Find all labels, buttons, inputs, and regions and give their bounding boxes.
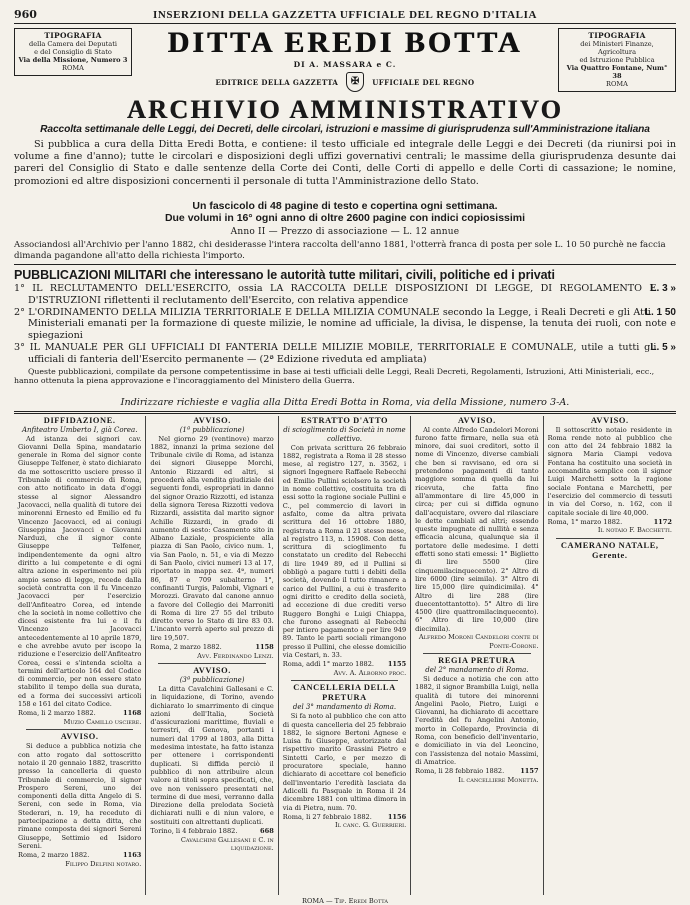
notice-title: AVVISO. [590, 415, 629, 425]
notice-column [279, 416, 411, 895]
military-publications-note: Queste pubblicazioni, compilate da persone competentissime in base ai testi ufficiali delle Leggi, Reali Decreti, Regolamenti, Istruzioni, Atti Ministeriali, ecc., hanno ottenuta la piena approvazione e l'incoraggiamento del Ministero della Guerra. [14, 366, 655, 386]
notice-title: DIFFIDAZIONE. [43, 415, 116, 425]
notice-date: Roma, 1° marzo 1882. [547, 517, 623, 526]
notice-signature: Il cancelliere Monetta. [458, 775, 539, 784]
notice-number: 1158 [255, 643, 274, 651]
notice-text: Il sottoscritto notaio residente in Roma rende noto al pubblico che con atto del 24 febbraio 1882 la signora Maria Ciampi vedova Fontana ha costituito una società in accomandita semplice con il signor Luigi Marchetti sotto la ragione sociale Fontana e Marchetti, per l'esercizio del commercio di tessuti in via del Corso, n. 162, con il capitale sociale di lire 40,000. [547, 425, 672, 517]
right-box-line1: dei Ministeri Finanze, Agricoltura [580, 40, 654, 56]
notice-footer [415, 767, 538, 776]
notice-subtitle: del 3° mandamento di Roma. [292, 703, 397, 712]
notice-number: 668 [260, 827, 274, 836]
notice-column [411, 416, 543, 895]
publication-text: 2° L'ORDINAMENTO DELLA MILIZIA TERRITORIALE E DELLA MILIZIA COMUNALE secondo la Legge, i Reali Decreti e gli Atti Ministeriali emanati per la formazione di queste milizie, le nomine ad ufficiale, la divisa, le dispense, la tenuta dei ruoli, con note e spiegazioni [14, 306, 676, 342]
archivio-intro: Si pubblica a cura della Ditta Eredi Botta, e contiene: il testo ufficiale ed integrale delle Leggi e dei Decreti (da riunirsi poi in volume a fine d'anno); tutte le circolari e disposizioni degli uffizi governativi centrali; le massime della giurisprudenza desunte dai pareri del Consiglio di Stato e dalle sentenze della Corte dei Conti, delle Corti di appello e delle Corti di cassazione; le nomine, promozioni ed altre disposizioni concernenti il personale di tutta l'Amministrazione dello Stato. [14, 139, 676, 187]
notice-footer [150, 643, 273, 652]
firm-name: DITTA EREDI BOTTA [167, 26, 523, 59]
notice-number: 1163 [123, 851, 142, 860]
notice-divider [158, 663, 265, 664]
notice-title: CAMERANO NATALE, Gerente. [560, 540, 659, 560]
notice-signature: Muzio Camillo usciere. [63, 717, 142, 726]
notice-divider [291, 680, 398, 681]
military-publications-list [14, 283, 676, 366]
left-box-line1: della Camera dei Deputati [28, 40, 117, 48]
notice-footer [283, 660, 406, 669]
editrice-left: EDITRICE DELLA GAZZETTA [215, 77, 339, 87]
gazette-page [14, 8, 676, 905]
notice-signature: Cavalchini Gallesani e C. in liquidazione. [180, 835, 274, 853]
notice-date: Roma, li 2 marzo 1882. [18, 709, 96, 718]
printer-footer: ROMA — Tip. Eredi Botta [302, 896, 388, 905]
notice [283, 416, 406, 678]
left-box-line2: e del Consiglio di Stato [34, 48, 112, 56]
notice-subtitle: di scioglimento di Società in nome collettivo. [283, 425, 406, 443]
notice-signature: Avv. Ferdinando Lenzi. [197, 651, 274, 660]
archivio-volumi: Due volumi in 16° ogni anno di oltre 2600 pagine con indici copiosissimi [164, 212, 526, 224]
notice-text: Con privata scrittura 26 febbraio 1882, registrata a Roma il 28 stesso mese, al registro 127, n. 3562, i signori Ingegnere Raffaele Rebecchi ed Emilio Pullini sciolsero la società in nome collettivo, costituita tra di essi sotto la ragione sociale Pullini e C., pel commercio di lavori in asfalto, come da altra privata scrittura del 16 ottobre 1880, registrata a Roma il 21 stesso mese, al registro 113, n. 15908. Con detta scrittura di scioglimento fu constatato un credito del Rebecchi di lire 1949 89, ed il Pullini si obbligò a pagare tutti i debiti della società, dovendo il tutto rimanere a carico del Pullini, a cui è trasferito ogni diritto e credito della società, ad eccezione di due crediti verso Ruggero Bonghi e Luigi Chiappa, che furono assegnati al Rebecchi per intiero pagamento e per lire 949 89. Tanto le parti sociali rimangono presso il Pullini, che elesse domicilio via Cestari, n. 33. [282, 443, 407, 659]
publication-price: L. 3 » [650, 283, 676, 294]
archivio-subtitle: Raccolta settimanale delle Leggi, dei Decreti, delle circolari, istruzioni e massime di giurisprudenza sull'Amministrazione italiana [40, 124, 650, 135]
notice-footer [548, 518, 672, 527]
notice-title: ESTRATTO D'ATTO [300, 415, 389, 425]
notice-text: Ad istanza dei signori cav. Giovanni Della Spina, mandatario generale in Roma del signor conte Giuseppe Telfener, è stato dichiarato da me sottoscritto usciere presso il Tribunale di commercio di Roma, con atto notificato in data d'oggi stesse al signor Alessandro Jacovacci, nella qualità di tutore dei minorenni Ernesto ed Emilio ed fu Vincenzo Jacovacci, ed ai coniugi Giuseppina Jacovacci e Giovanni Narduzi, che il signor conte Giuseppe Telfener, indipendentemente da ogni altro diritto a lui competente e di ogni altra azione in esperimento nei più ampio senso di legge, recede dalla società contratta con il fu Vincenzo Jacovacci per l'esercizio dell'Anfiteatro Corea, ed intende che la società in nome collettivo che dicesi esistente fra lui e il fu Vincenzo Jacovacci antecedentemente al 10 aprile 1879, e che avrebbe avuto per iscopo la riduzione e l'esercizio dell'Anfiteatro Corea, cessi e s'intenda sciolta a termini dell'articolo 164 del Codice di commercio, per non essere stato stabilito il tempo della sua durata, ed a forma dei successivi articoli 158 e 161 del citato Codice. [18, 434, 142, 709]
notice-signature: Avv. A. Alborno proc. [333, 668, 407, 677]
notice-text: La ditta Cavalchini Gallesani e C. in liquidazione, di Torino, avendo dichiarato lo smarrimento di cinque azioni dell'Italia, Società d'assicurazioni marittime, fluviali e terrestri, di Genova, portanti i numeri dal 1799 al 1803, alla Ditta medesima intestate, ha fatto istanza per ottenere i corrispondenti duplicati. Si diffida perciò il pubblico di non attribuire alcun valore ai titoli sopra specificati, che, ove non venissero presentati nel termine di due mesi, verranno dalla Direzione della prelodata Società dichiarati nulli e di niun valore, e sostituiti con altrettanti duplicati. [150, 685, 274, 826]
left-box-title: TIPOGRAFIA [44, 31, 102, 40]
publication-item [14, 283, 676, 307]
notice [548, 541, 672, 561]
notice-number: 1157 [520, 767, 539, 776]
notice-subtitle: (3ª pubblicazione) [179, 676, 245, 684]
running-title: INSERZIONI DELLA GAZZETTA UFFICIALE DEL REGNO D'ITALIA [152, 9, 538, 21]
notice-date: Roma, 2 marzo 1882. [18, 851, 90, 860]
publication-text: 1° IL RECLUTAMENTO DELL'ESERCITO, ossia LA RACCOLTA DELLE DISPOSIZIONI DI LEGGE, DI REGOLAMENTO E D'ISTRUZIONI riflettenti il reclutamento dell'Esercito, con relativa appendice [14, 283, 657, 306]
page-number: 960 [14, 8, 37, 21]
right-box-address: Via Quattro Fontane, Num° 38 [566, 64, 668, 80]
notice [18, 416, 141, 727]
divider [14, 264, 676, 265]
notice-divider [26, 729, 133, 730]
publication-item [14, 342, 676, 366]
publication-price: L. 1 50 [644, 306, 676, 318]
notice-date: Roma, li 28 febbraio 1882. [415, 767, 505, 776]
publication-item [14, 307, 676, 342]
notice-number: 1168 [123, 709, 142, 718]
notice-text: Si deduce a notizia che con atto 1882, il signor Brambilla Luigi, nella qualità di tutore dei minorenni Angelini Paolo, Pietro, Luigi e Giovanni, ha dichiarato di accettare l'eredità del fu Angelini Antonio, morto in Collepardo, Provincia di Roma, con beneficio dell'inventario, e domiciliato in via del Leoncino, con l'assistenza del notaio Massimi, di Amatrice. [415, 675, 539, 766]
military-publications-heading: PUBBLICAZIONI MILITARI che interessano le autorità tutte militari, civili, politiche ed i privati [14, 268, 555, 282]
right-box-title: TIPOGRAFIA [588, 31, 646, 40]
notice-number: 1172 [653, 517, 672, 526]
notice-title: AVVISO. [193, 666, 231, 675]
notice-footer [150, 827, 273, 836]
left-box-city: ROMA [62, 64, 84, 72]
publication-price: L. 5 » [650, 341, 676, 353]
notice-signature: Il canc. G. Guerrieri. [334, 821, 407, 830]
notice-date: Roma, li 27 febbraio 1882. [282, 812, 372, 821]
notice-footer [18, 709, 141, 718]
firm-subname: DI A. MASSARA e C. [293, 60, 397, 69]
notice-columns [14, 416, 676, 895]
running-head [14, 8, 676, 24]
masthead-left-box [14, 28, 132, 76]
notice [150, 666, 273, 853]
notice-title: AVVISO. [193, 415, 231, 425]
notice-text: Al conte Alfredo Candelori Moroni furono fatte firmare, nella sua età minore, dai suoi creditori, sotto il nome di Vincenzo, diverse cambiali che ben si ravvisano, ed ora si pretendono pagamenti di tanto maggiore somma di quella da lui ricevuta, che fatta fino all'ammontare di lire 45,000 in circa; per cui si diffida ognuno dall'acquistare, ovvero dal rilasciare le dette cambiali ad altri; essendo queste impugnate di nullità e senza efficacia alcuna, qualunque sia il portatore delle medesime. I detti effetti sono stati emessi: 1° Biglietto di lire 5500 (lire cinquemilacinquecento). 2° Altro di lire 6000 (lire seimila). 3° Altro di lire 15,000 (lire quindicimila). 4° Altro di lire 288 (lire duecentottantotto). 5° Altro di lire 4500 (lire quattromilacinquecento). 6° Altro di lire 10,000 (lire diecimila). [415, 425, 539, 633]
notice-signature: Il notaio F. Bacchetti. [597, 526, 672, 535]
notice [283, 683, 406, 830]
notice [548, 416, 672, 535]
order-address: Indirizzare richieste e vaglia alla Ditta Eredi Botta in Roma, via della Missione, numero 3-A. [120, 396, 570, 408]
publication-text: 3° IL MANUALE PER GLI UFFICIALI DI FANTERIA DELLE MILIZIE MOBILE, TERRITORIALE E COMUNALE, utile a tutti gli ufficiali di fanteria dell'Esercito permanente — (2ª Edizione riveduta ed ampliata) [14, 341, 657, 365]
masthead [14, 28, 676, 94]
notice-title: AVVISO. [457, 415, 496, 425]
notice-text: Nel giorno 29 (ventinove) marzo 1882, innanzi la prima sezione del Tribunale civile di Roma, ad istanza dei signori Giuseppe Morchi, Antonio Rizzardi ed altri, si procederà alla vendita giudiziale dei seguenti fondi, espropriati in danno del signor Orazio Rizzotti, ed istanza della signora Teresa Rizzotti vedova Rizzardi, assistita dal marito signor Achille Rizzardi, in grado di aumento di sesto: Casamento sito in Albano Laziale, prospiciente alla piazza di San Paolo, civico num. 1, via San Paolo, n. 51, e via di Mezzo di San Paolo, civici numeri 13 al 17, riportato in mappa sez. 4ª, numeri 86, 87 e 709 subalterno 1°, confinanti Turgis, Palombi, Vignari e Morozzi. Gravato dal canone annuo a favore del Collegio dei Marronitì di Roma di lire 27 55 del tributo diretto verso lo Stato di lire 83 03. L'incanto verrà aperto sul prezzo di lire 19,507. [150, 434, 274, 642]
notice [415, 416, 538, 650]
notice-footer [18, 851, 141, 860]
right-box-line2: ed Istruzione Pubblica [579, 56, 655, 64]
notice-text: Si deduce a pubblica notizia che con atto rogato dal sottoscritto notaio il 20 gennaio 1882, trascritto presso la cancelleria di questo Tribunale di commercio, il signor Prospero Sereni, uno dei componenti della ditta Angelo di S. Sereni, con sede in Roma, via Stederari, n. 19, ha receduto di partecipazione a detta ditta, che rimane composta dei signori Sereni Giuseppe, Settimio ed Isidoro Sereni. [18, 742, 142, 850]
notice-title: AVVISO. [60, 732, 99, 742]
notice-date: Roma, 2 marzo 1882. [150, 643, 222, 651]
masthead-right-box [558, 28, 676, 92]
double-divider [14, 411, 676, 414]
notice [18, 732, 141, 868]
notice [150, 416, 273, 660]
archivio-title: ARCHIVIO AMMINISTRATIVO [126, 95, 564, 124]
notice-column [14, 416, 146, 895]
notice-footer [283, 813, 406, 822]
editrice-right: UFFICIALE DEL REGNO [372, 77, 475, 87]
archivio-fascicolo: Un fascicolo di 48 pagine di testo e copertina ogni settimana. [192, 200, 498, 212]
notice-signature: Alfredo Moroni Candelori conte di Ponte-Corone. [418, 633, 539, 650]
notice-divider [556, 538, 664, 539]
notice-number: 1155 [387, 660, 407, 669]
notice [415, 656, 538, 784]
notice-date: Torino, li 4 febbraio 1882. [150, 827, 238, 836]
right-box-city: ROMA [606, 80, 628, 88]
notice-text: Si fa noto al pubblico che con atto di questa cancelleria del 25 febbraio 1882, le signore Bertoni Agnese e Luisa fu Giuseppe, autorizzate dal rispettivo marito Grassini Pietro e Sintetti Carlo, e per mezzo di procuratore speciale, hanno dichiarato di accettare col beneficio dell'inventario l'eredità lasciata da Adicelli fu Pasquale in Roma il 24 dicembre 1881 con ultima dimora in via di Pietra, num. 70. [282, 712, 407, 812]
archivio-anno: Anno II — Prezzo di associazione — L. 12 annue [230, 227, 460, 237]
notice-title: REGIA PRETURA [438, 656, 516, 665]
crest-icon: ✠ [346, 72, 364, 92]
archivio-associandosi: Associandosi all'Archivio per l'anno 1882, chi desiderasse l'intera raccolta dell'anno 1881, l'otterrà franca di posta per sole L. 10 50 purchè ne faccia dimanda pagandone all'atto della richiesta l'importo. [14, 240, 666, 261]
masthead-center [132, 28, 558, 92]
notice-subtitle: del 2° mandamento di Roma. [425, 666, 529, 674]
notice-title: CANCELLERIA DELLA PRETURA [293, 683, 396, 703]
notice-signature: Filippo Delfini notaro. [65, 859, 142, 868]
notice-column [146, 416, 278, 895]
notice-subtitle: Anfiteatro Umberto I, già Corea. [21, 425, 138, 434]
notice-column [544, 416, 676, 895]
editrice-line [138, 72, 552, 92]
notice-divider [423, 653, 530, 654]
notice-number: 1156 [387, 812, 407, 821]
left-box-address: Via della Missione, Numero 3 [18, 56, 128, 64]
notice-subtitle: (1ª pubblicazione) [179, 425, 245, 434]
notice-date: Roma, addì 1° marzo 1882. [282, 660, 375, 669]
